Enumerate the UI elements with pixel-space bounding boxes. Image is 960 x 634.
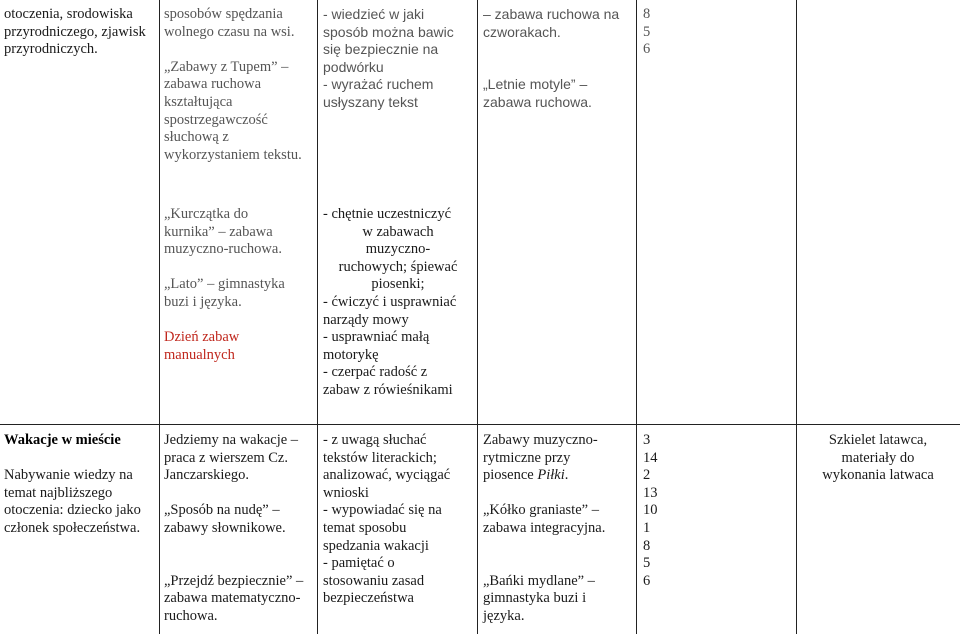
text-line: kształtująca (164, 93, 233, 110)
text-line: usłyszany tekst (323, 93, 418, 110)
text-line: - czerpać radość z (323, 364, 428, 381)
text-line: gimnastyka buzi i (483, 590, 587, 607)
text-line: języka. (483, 607, 525, 624)
text-line (483, 467, 633, 485)
text-line: „Lato” – gimnastyka (164, 276, 285, 293)
text-line: przyrodniczego, zjawisk (4, 23, 146, 40)
text-line: „Bańki mydlane” – (483, 572, 595, 589)
row3-col5 (643, 432, 683, 590)
text-line: temat najbliższego (4, 484, 113, 501)
text-line: ruchowych; śpiewać (338, 258, 458, 275)
number: 3 (643, 432, 651, 448)
grid-line-v3 (477, 0, 478, 634)
text-line: „Przejdź bezpiecznie” – (164, 572, 304, 589)
text-line: Nabywanie wiedzy na (4, 467, 133, 484)
text-line: „Sposób na nudę” – (164, 502, 280, 519)
text-line: zabaw z rówieśnikami (323, 381, 453, 398)
row1-col3 (323, 6, 473, 112)
text-line: zabawa ruchowa (164, 76, 262, 93)
text-line: wykonania latwaca (822, 467, 934, 484)
row1-col5 (643, 6, 683, 59)
text-line: Zabawy muzyczno- (483, 432, 598, 448)
text-line: Szkielet latawca, (828, 432, 928, 448)
text-line: stosowaniu zasad (323, 572, 425, 589)
number: 14 (643, 449, 658, 466)
text-line: przyrodniczych. (4, 41, 98, 58)
text-line: - wypowiadać się na (323, 502, 442, 519)
row3-col4 (483, 432, 633, 626)
text-line: sposób można bawic (323, 23, 454, 40)
number: 5 (643, 555, 651, 572)
text-line: członek społeczeństwa. (4, 519, 141, 536)
text-line: zabawa integracyjna. (483, 519, 606, 536)
text-line: wolnego czasu na wsi. (164, 23, 295, 40)
text-line: w zabawach (362, 223, 434, 240)
row3-col1 (4, 432, 158, 538)
number: 10 (643, 502, 658, 519)
text-line: piosenki; (371, 276, 425, 293)
number: 8 (643, 537, 651, 554)
text-line: kurnika” – zabawa (164, 223, 273, 240)
text-line: wykorzystaniem tekstu. (164, 146, 302, 163)
number: 6 (643, 572, 651, 589)
text-line: – zabawa ruchowa na (483, 6, 620, 22)
text-line: tekstów literackich; (323, 449, 437, 466)
number: 6 (643, 41, 651, 58)
grid-line-v2 (317, 0, 318, 634)
text-line: spedzania wakacji (323, 537, 429, 554)
highlight-text: manualnych (164, 346, 235, 363)
text-line: podwórku (323, 58, 384, 75)
section-title: Wakacje w mieście (4, 432, 121, 448)
text-line: zabawa ruchowa. (483, 93, 592, 110)
text-line: spostrzegawczość (164, 111, 268, 128)
row3-col6 (800, 432, 956, 485)
text-line: - z uwagą słuchać (323, 432, 427, 448)
text-line: „Kurczątka do (164, 206, 249, 222)
row3-col2 (164, 432, 316, 626)
song-title: Piłki (537, 467, 565, 484)
text-fragment: . (564, 467, 569, 484)
text-line: ruchowa. (164, 607, 218, 624)
text-line: rytmiczne przy (483, 449, 571, 466)
grid-line-v1 (159, 0, 160, 634)
text-line: otoczenia: dziecko jako (4, 502, 141, 519)
number: 13 (643, 484, 658, 501)
text-fragment: piosence (483, 467, 538, 484)
text-line: muzyczno- (365, 241, 431, 258)
text-line: analizować, wyciągać (323, 467, 451, 484)
text-line: temat sposobu (323, 519, 407, 536)
text-line: sposobów spędzania (164, 6, 283, 22)
text-line: wnioski (323, 484, 369, 501)
text-line: praca z wierszem Cz. (164, 449, 288, 466)
text-line: czworakach. (483, 23, 561, 40)
text-line: bezpieczeństwa (323, 590, 414, 607)
text-line: materiały do (841, 449, 915, 466)
number: 2 (643, 467, 651, 484)
text-line: - pamiętać o (323, 555, 395, 572)
row2-col3 (323, 206, 473, 400)
text-line: - wiedzieć w jaki (323, 6, 425, 22)
row1-col4 (483, 6, 633, 112)
number: 5 (643, 23, 651, 40)
grid-line-v5 (796, 0, 797, 634)
text-line: zabawa matematyczno- (164, 590, 301, 607)
grid-line-v4 (636, 0, 637, 634)
text-line: „Zabawy z Tupem” – (164, 58, 289, 75)
row2-col2 (164, 206, 314, 364)
row1-col1 (4, 6, 156, 59)
number: 8 (643, 6, 651, 22)
text-line: - usprawniać małą (323, 329, 430, 346)
row3-col3 (323, 432, 475, 608)
text-line: otoczenia, srodowiska (4, 6, 133, 22)
text-line: zabawy słownikowe. (164, 519, 286, 536)
text-line: narządy mowy (323, 311, 409, 328)
text-line: - chętnie uczestniczyć (323, 206, 452, 222)
grid-line-h1 (0, 424, 960, 425)
text-line: słuchową z (164, 129, 229, 146)
text-line: - wyrażać ruchem (323, 76, 434, 93)
text-line: buzi i języka. (164, 293, 242, 310)
number: 1 (643, 519, 651, 536)
text-line: Janczarskiego. (164, 467, 249, 484)
text-line: „Letnie motyle” – (483, 76, 588, 93)
row1-col2 (164, 6, 314, 164)
text-line: muzyczno-ruchowa. (164, 241, 282, 258)
text-line: motorykę (323, 346, 379, 363)
text-line: Jedziemy na wakacje – (164, 432, 299, 448)
text-line: „Kółko graniaste” – (483, 502, 599, 519)
highlight-text: Dzień zabaw (164, 329, 240, 346)
text-line: - ćwiczyć i usprawniać (323, 293, 457, 310)
text-line: się bezpiecznie na (323, 41, 439, 58)
